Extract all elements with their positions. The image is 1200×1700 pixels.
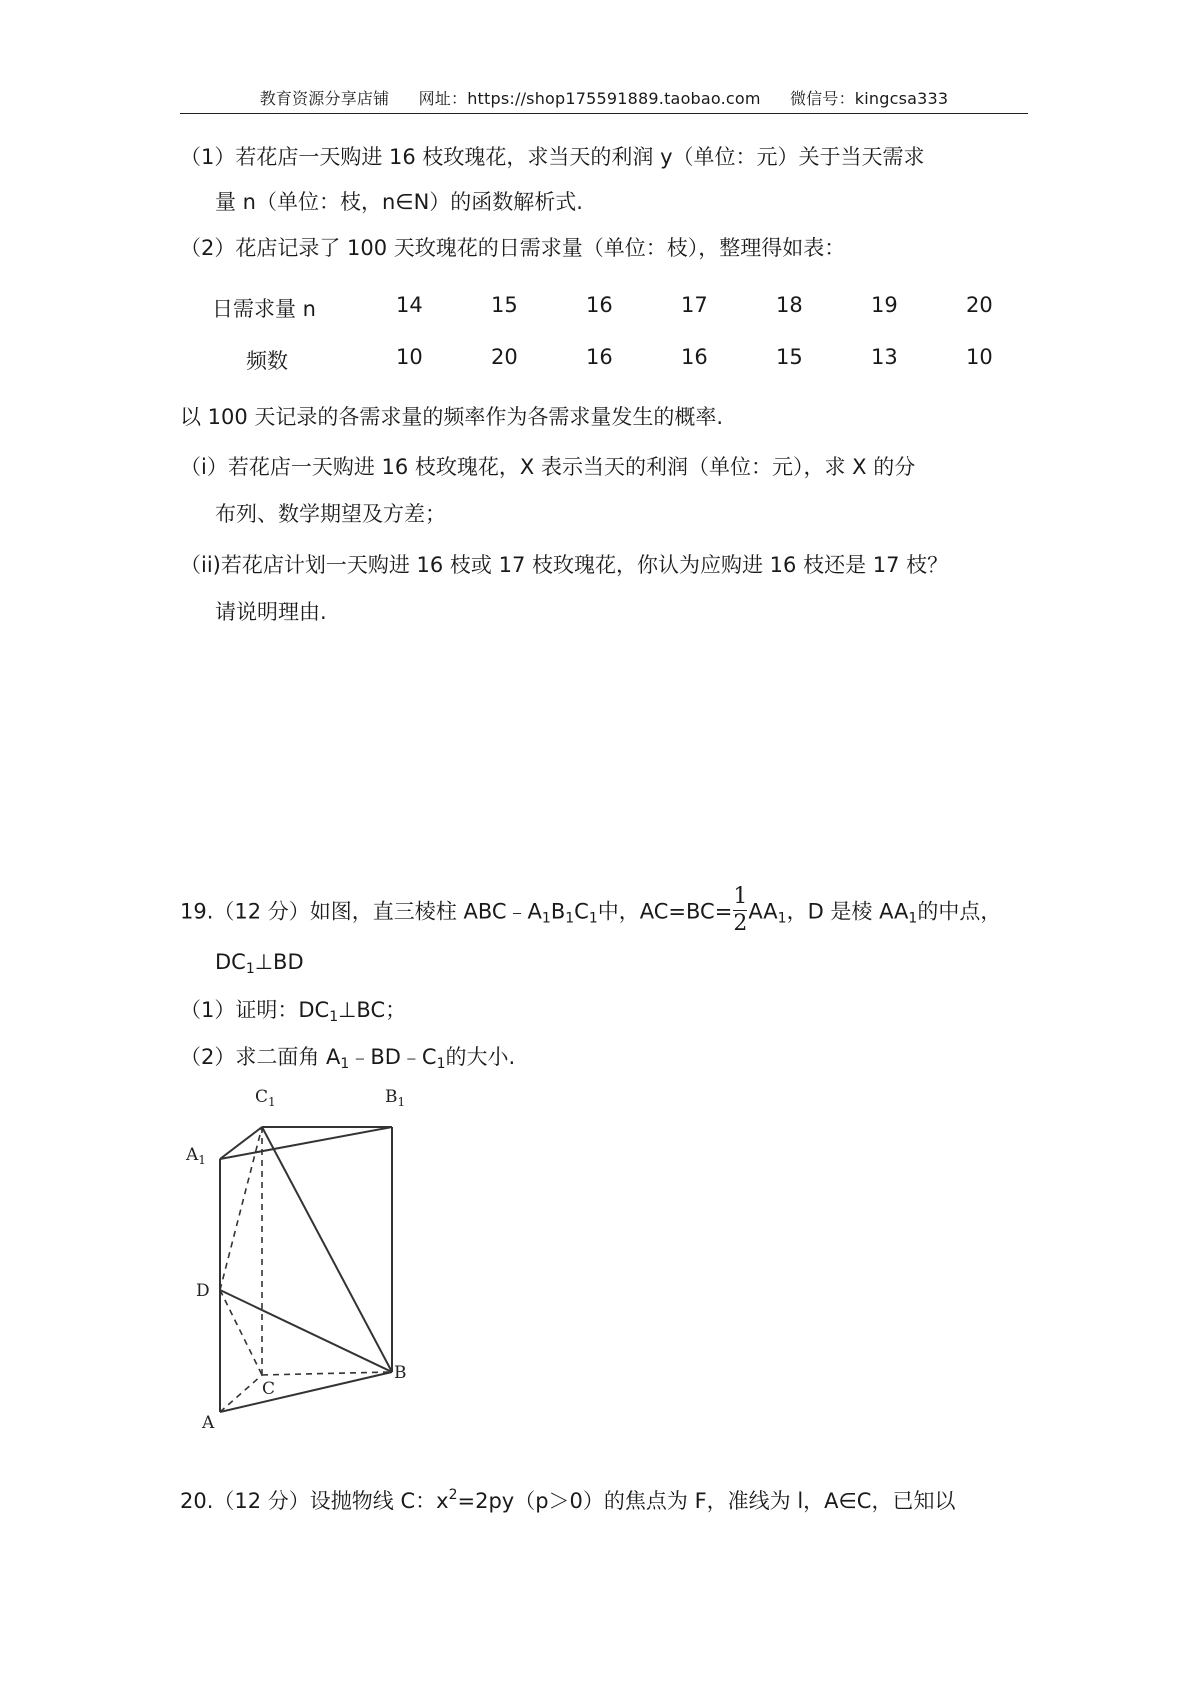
edge-a1-b1 bbox=[220, 1127, 392, 1159]
p18-sub-i-line1: （i）若花店一天购进 16 枝玫瑰花，X 表示当天的利润（单位：元），求 X 的分 bbox=[180, 455, 916, 479]
p20-intro: 20.（12 分）设抛物线 C：$x^2=2py(p>0)$的焦点为 F，准线为 l，A∈C，已知以 bbox=[180, 1487, 956, 1513]
table-cell: 20 bbox=[966, 293, 993, 317]
p18-probability-note: 以 100 天记录的各需求量的频率作为各需求量发生的概率. bbox=[180, 405, 724, 429]
table-cell: 10 bbox=[966, 345, 993, 369]
table-row-demand bbox=[210, 293, 1010, 323]
table-cell: 16 bbox=[586, 345, 613, 369]
edge-c1-b bbox=[262, 1127, 392, 1372]
label-d: D bbox=[196, 1281, 210, 1301]
label-c: C bbox=[262, 1379, 276, 1399]
label-a1: $A_1$ bbox=[186, 1145, 206, 1167]
shop-url: 网址：https://shop175591889.taobao.com bbox=[418, 89, 761, 108]
table-cell: 18 bbox=[776, 293, 803, 317]
table-cell: 16 bbox=[586, 293, 613, 317]
edge-d-c-hidden bbox=[220, 1290, 262, 1375]
p18-sub-i-line2: 布列、数学期望及方差； bbox=[215, 502, 446, 526]
edge-a-b bbox=[220, 1372, 392, 1412]
table-cell: 17 bbox=[681, 293, 708, 317]
table-cell: 13 bbox=[871, 345, 898, 369]
table-row-frequency bbox=[210, 345, 1010, 375]
edge-c-b-hidden bbox=[262, 1372, 392, 1375]
label-c1: $C_1$ bbox=[255, 1087, 276, 1109]
wechat-id: 微信号：kingcsa333 bbox=[789, 89, 949, 108]
table-cell: 20 bbox=[491, 345, 518, 369]
table-cell: 16 bbox=[681, 345, 708, 369]
p18-part2-line1: （2）花店记录了 100 天玫瑰花的日需求量（单位：枝），整理得如表： bbox=[180, 236, 846, 260]
page-header bbox=[180, 86, 1028, 109]
p19-question-1: （1）证明：$DC_1\perp BC$； bbox=[180, 998, 407, 1025]
table-header-frequency: 频数 bbox=[246, 349, 288, 373]
shop-name: 教育资源分享店铺 bbox=[259, 89, 390, 108]
label-a: A bbox=[202, 1413, 215, 1430]
label-b: B bbox=[394, 1363, 407, 1383]
prism-figure bbox=[180, 1070, 440, 1430]
header-divider bbox=[180, 113, 1028, 114]
p18-part1-line2: 量 n（单位：枝，n∈N）的函数解析式. bbox=[215, 190, 583, 214]
table-cell: 10 bbox=[396, 345, 423, 369]
table-cell: 19 bbox=[871, 293, 898, 317]
p19-intro: 19.（12 分）如图，直三棱柱 $ABC﹣A_1B_1C_1$中，AC=BC= $\frac{1}{2}$ $AA_1$，D 是棱 $AA_1$的中点， bbox=[180, 884, 1002, 936]
table-cell: 14 bbox=[396, 293, 423, 317]
edge-d-c1-hidden bbox=[220, 1127, 262, 1290]
p18-sub-ii-line2: 请说明理由. bbox=[215, 600, 327, 624]
fraction-one-half: $\frac{1}{2}$ bbox=[733, 884, 748, 936]
p19-condition: $DC_1\perp BD$ bbox=[215, 950, 304, 977]
p19-question-2: （2）求二面角 $A_1﹣BD﹣C_1$的大小. bbox=[180, 1045, 516, 1072]
table-header-demand: 日需求量 n bbox=[212, 297, 316, 321]
p18-sub-ii-line1: （ii)若花店计划一天购进 16 枝或 17 枝玫瑰花，你认为应购进 16 枝还是 17 枝？ bbox=[180, 553, 949, 577]
p18-part1-line1: （1）若花店一天购进 16 枝玫瑰花，求当天的利润 y（单位：元）关于当天需求 bbox=[180, 145, 925, 169]
label-b1: $B_1$ bbox=[385, 1087, 406, 1109]
table-cell: 15 bbox=[776, 345, 803, 369]
edge-d-b bbox=[220, 1290, 392, 1372]
table-cell: 15 bbox=[491, 293, 518, 317]
